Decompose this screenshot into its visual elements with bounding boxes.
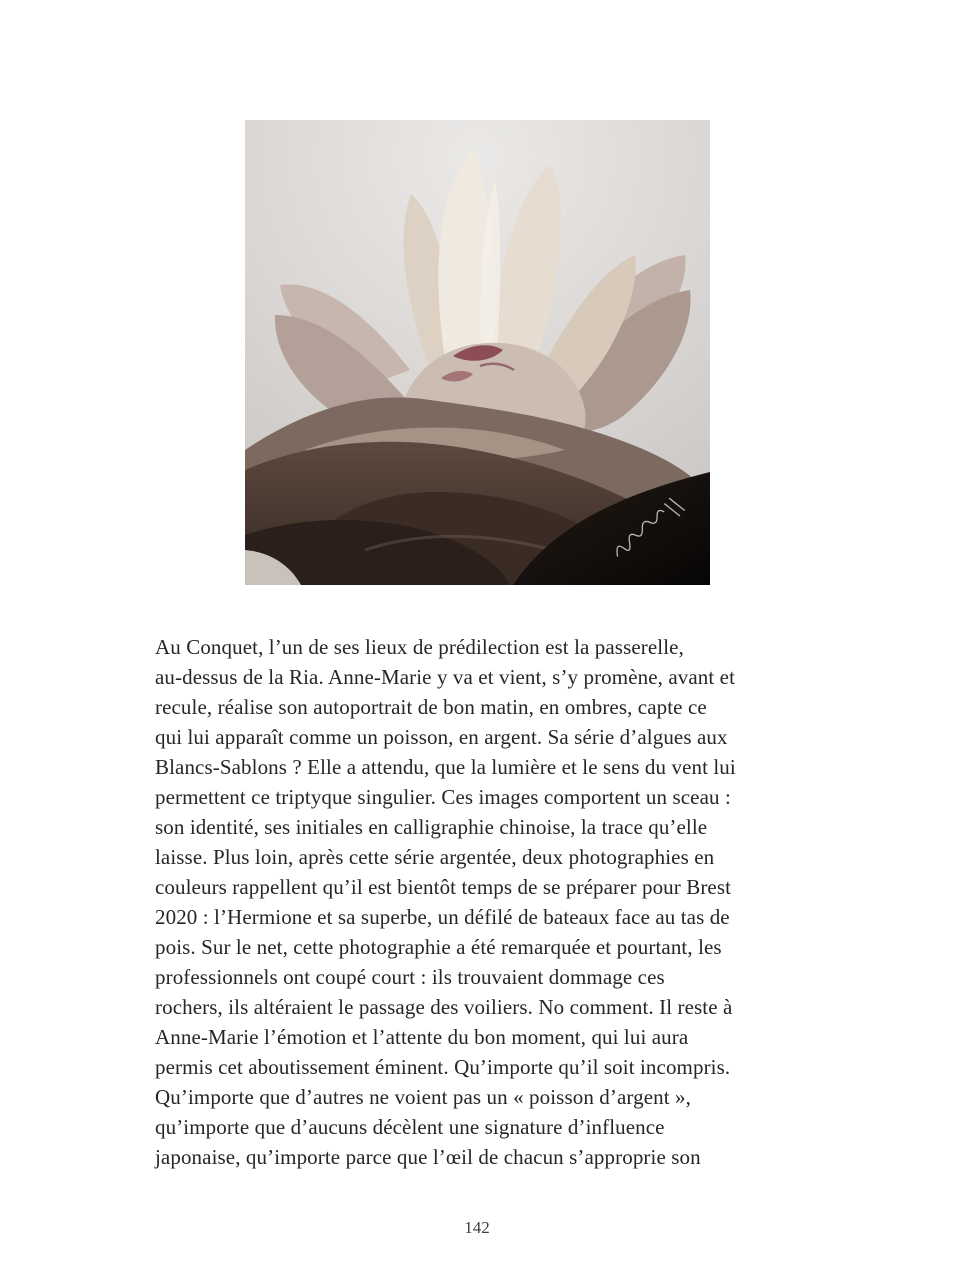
paragraph-line: professionnels ont coupé court : ils trouvaient dommage ces — [155, 965, 665, 989]
paragraph-line: couleurs rappellent qu’il est bientôt temps de se préparer pour Brest — [155, 875, 732, 899]
paragraph-line: permettent ce triptyque singulier. Ces images comportent un sceau : — [155, 785, 731, 809]
peony-photograph — [245, 120, 710, 585]
paragraph-line: rochers, ils altéraient le passage des voiliers. No comment. Il reste à — [155, 995, 733, 1019]
paragraph-line: recule, réalise son autoportrait de bon matin, en ombres, capte ce — [155, 695, 707, 719]
paragraph-line: son identité, ses initiales en calligraphie chinoise, la trace qu’elle — [155, 815, 708, 839]
paragraph-line: qu’importe que d’aucuns décèlent une signature d’influence — [155, 1115, 665, 1139]
peony-photo-illustration — [245, 120, 710, 585]
paragraph-line: Au Conquet, l’un de ses lieux de prédilection est la passerelle, — [155, 635, 684, 659]
paragraph-line: permis cet aboutissement éminent. Qu’importe qu’il soit incompris. — [155, 1055, 731, 1079]
paragraph-line: pois. Sur le net, cette photographie a été remarquée et pourtant, les — [155, 935, 722, 959]
paragraph-line: au-dessus de la Ria. Anne-Marie y va et vient, s’y promène, avant et — [155, 665, 736, 689]
paragraph-line: laisse. Plus loin, après cette série argentée, deux photographies en — [155, 845, 715, 869]
paragraph-line: Qu’importe que d’autres ne voient pas un « poisson d’argent », — [155, 1085, 691, 1109]
paragraph-line: japonaise, qu’importe parce que l’œil de chacun s’approprie son — [155, 1145, 701, 1169]
body-paragraph — [155, 632, 800, 1172]
page-number: 142 — [464, 1218, 490, 1237]
paragraph-line: 2020 : l’Hermione et sa superbe, un défilé de bateaux face au tas de — [155, 905, 730, 929]
paragraph-line: Blancs-Sablons ? Elle a attendu, que la lumière et le sens du vent lui — [155, 755, 736, 779]
paragraph-line: Anne-Marie l’émotion et l’attente du bon moment, qui lui aura — [155, 1025, 689, 1049]
paragraph-line: qui lui apparaît comme un poisson, en argent. Sa série d’algues aux — [155, 725, 728, 749]
